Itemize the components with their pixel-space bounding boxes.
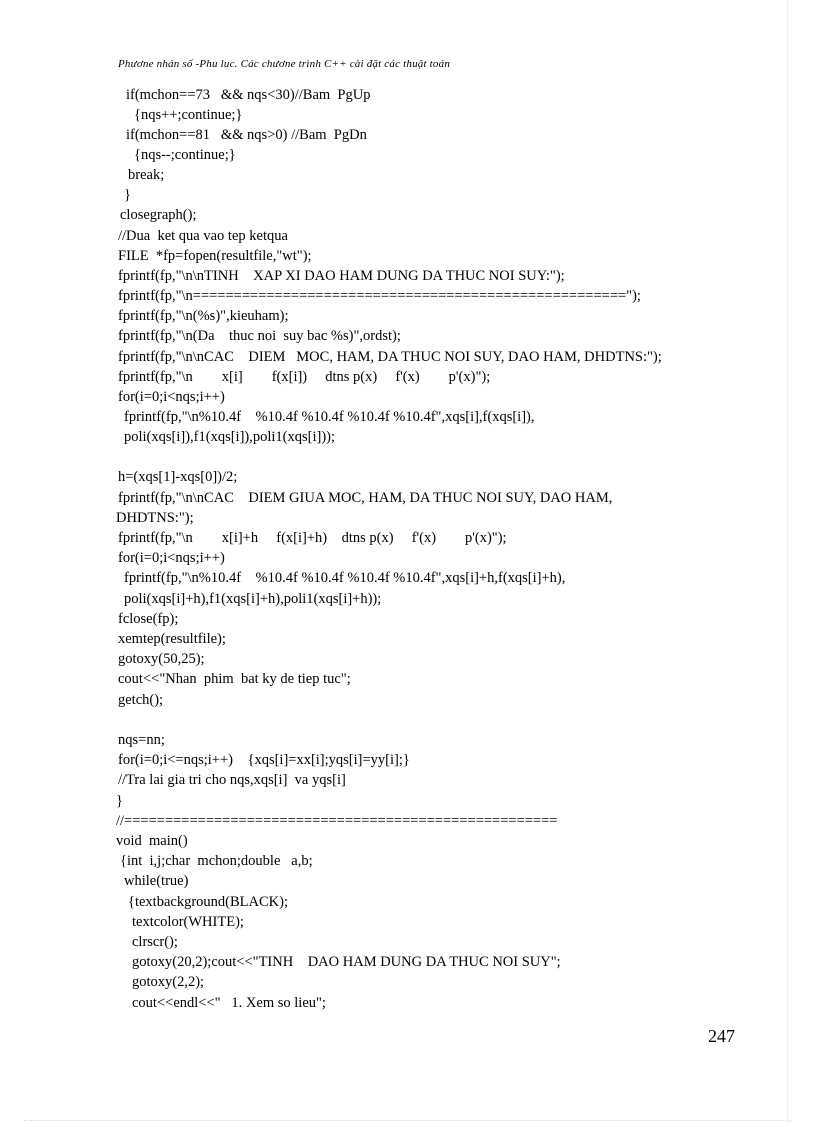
- code-line: textcolor(WHITE);: [132, 914, 244, 930]
- code-line: fprintf(fp,"\n(Da thuc noi suy bac %s)",ordst);: [118, 328, 401, 344]
- code-line: FILE *fp=fopen(resultfile,"wt");: [118, 248, 312, 264]
- code-line: fprintf(fp,"\n%10.4f %10.4f %10.4f %10.4f %10.4f",xqs[i],f(xqs[i]),: [124, 409, 535, 425]
- code-line: {textbackground(BLACK);: [128, 894, 288, 910]
- code-line: fprintf(fp,"\n\nCAC DIEM GIUA MOC, HAM, DA THUC NOI SUY, DAO HAM,: [118, 490, 613, 506]
- code-line: break;: [128, 167, 165, 183]
- code-line: while(true): [124, 873, 189, 889]
- running-header: Phươne nhán số -Phu luc. Các chươne trình C++ cài đặt các thuật toán: [118, 58, 451, 70]
- code-line: {int i,j;char mchon;double a,b;: [120, 853, 313, 869]
- page-edge-bottom: [24, 1120, 792, 1121]
- code-line: if(mchon==81 && nqs>0) //Bam PgDn: [126, 127, 367, 143]
- code-line: cout<<endl<<" 1. Xem so lieu";: [132, 995, 326, 1011]
- code-line: {nqs++;continue;}: [134, 107, 243, 123]
- code-line: //Dua ket qua vao tep ketqua: [118, 228, 288, 244]
- code-line: xemtep(resultfile);: [118, 631, 226, 647]
- code-line: //Tra lai gia tri cho nqs,xqs[i] va yqs[i]: [118, 772, 346, 788]
- code-line: gotoxy(50,25);: [118, 651, 205, 667]
- code-line: gotoxy(2,2);: [132, 974, 205, 990]
- code-line: fprintf(fp,"\n x[i]+h f(x[i]+h) dtns p(x) f'(x) p'(x)");: [118, 530, 507, 546]
- code-line: }: [116, 793, 123, 809]
- code-line: for(i=0;i<=nqs;i++) {xqs[i]=xx[i];yqs[i]=yy[i];}: [118, 752, 410, 768]
- code-line: fprintf(fp,"\n%10.4f %10.4f %10.4f %10.4f %10.4f",xqs[i]+h,f(xqs[i]+h),: [124, 570, 566, 586]
- code-line: closegraph();: [120, 207, 197, 223]
- code-line: fprintf(fp,"\n\nCAC DIEM MOC, HAM, DA THUC NOI SUY, DAO HAM, DHDTNS:");: [118, 349, 662, 365]
- code-line: fprintf(fp,"\n\nTINH XAP XI DAO HAM DUNG DA THUC NOI SUY:");: [118, 268, 565, 284]
- code-line: //=====================================================: [116, 813, 558, 829]
- code-line: DHDTNS:");: [116, 510, 194, 526]
- code-line: void main(): [116, 833, 188, 849]
- page-edge-right: [787, 0, 788, 1123]
- code-line: fprintf(fp,"\n x[i] f(x[i]) dtns p(x) f'(x) p'(x)");: [118, 369, 491, 385]
- code-line: h=(xqs[1]-xqs[0])/2;: [118, 469, 238, 485]
- code-line: if(mchon==73 && nqs<30)//Bam PgUp: [126, 87, 371, 103]
- code-line: poli(xqs[i]+h),f1(xqs[i]+h),poli1(xqs[i]+h));: [124, 591, 382, 607]
- code-line: nqs=nn;: [118, 732, 165, 748]
- code-line: for(i=0;i<nqs;i++): [118, 550, 225, 566]
- code-line: getch();: [118, 692, 164, 708]
- code-line: cout<<"Nhan phim bat ky de tiep tuc";: [118, 671, 351, 687]
- code-line: fprintf(fp,"\n=====================================================");: [118, 288, 641, 304]
- code-line: fclose(fp);: [118, 611, 179, 627]
- code-line: clrscr();: [132, 934, 178, 950]
- page-number: 247: [708, 1026, 735, 1046]
- code-line: gotoxy(20,2);cout<<"TINH DAO HAM DUNG DA THUC NOI SUY";: [132, 954, 561, 970]
- code-line: for(i=0;i<nqs;i++): [118, 389, 225, 405]
- code-line: {nqs--;continue;}: [134, 147, 236, 163]
- code-line: }: [124, 187, 131, 203]
- code-line: fprintf(fp,"\n(%s)",kieuham);: [118, 308, 289, 324]
- code-line: poli(xqs[i]),f1(xqs[i]),poli1(xqs[i]));: [124, 429, 336, 445]
